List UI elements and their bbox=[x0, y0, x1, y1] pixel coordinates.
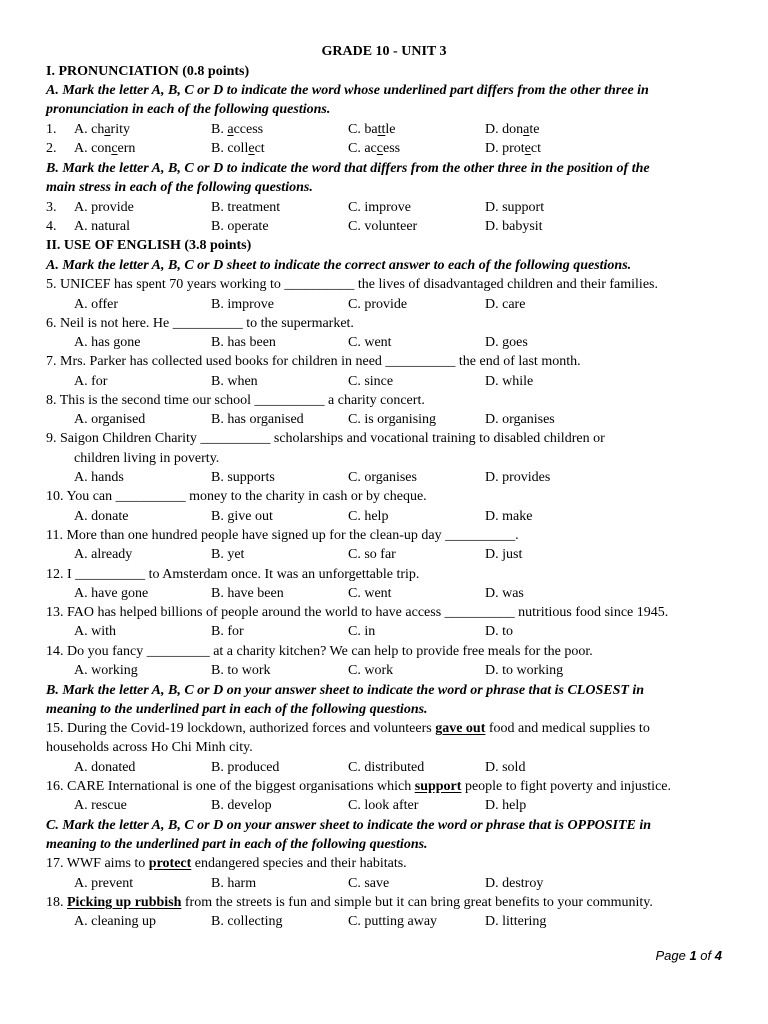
underlined-part: tt bbox=[377, 122, 386, 137]
instruction-line bbox=[0, 835, 768, 854]
question-stem: 17. WWF aims to protect endangered species and their habitats. bbox=[46, 856, 407, 871]
instruction-line bbox=[0, 256, 768, 275]
option-c: C. organises bbox=[348, 470, 417, 485]
option-d: D. to bbox=[485, 624, 513, 639]
option-d: D. littering bbox=[485, 914, 547, 929]
option-a: A. donate bbox=[74, 509, 129, 524]
question-2-options bbox=[0, 139, 768, 158]
option-c: C. improve bbox=[348, 200, 411, 215]
question-9-options bbox=[0, 468, 768, 487]
instruction-line bbox=[0, 816, 768, 835]
question-stem: 15. During the Covid-19 lockdown, authorized forces and volunteers gave out food and medical supplies to bbox=[46, 721, 650, 736]
option-c: C. went bbox=[348, 335, 392, 350]
option-a: A. already bbox=[74, 547, 133, 562]
option-b: B. produced bbox=[211, 760, 280, 775]
question-18-stem bbox=[0, 893, 768, 912]
option-c: C. save bbox=[348, 876, 390, 891]
question-stem: 11. More than one hundred people have signed up for the clean-up day __________. bbox=[46, 528, 519, 543]
question-16-stem bbox=[0, 777, 768, 796]
question-6-options bbox=[0, 333, 768, 352]
option-a: A. with bbox=[74, 624, 116, 639]
option-d: D. was bbox=[485, 586, 524, 601]
option-b: B. collecting bbox=[211, 914, 283, 929]
question-12-options bbox=[0, 584, 768, 603]
option-b: B. improve bbox=[211, 297, 274, 312]
section-heading: I. PRONUNCIATION (0.8 points) bbox=[46, 64, 250, 79]
question-number: 4. bbox=[46, 219, 57, 234]
instruction-line bbox=[0, 159, 768, 178]
underlined-phrase: Picking up rubbish bbox=[67, 895, 182, 910]
question-11-stem bbox=[0, 526, 768, 545]
question-stem: 16. CARE International is one of the biggest organisations which support people to fight poverty and injustice. bbox=[46, 779, 671, 794]
option-c: C. access bbox=[348, 141, 401, 156]
instruction-line bbox=[0, 81, 768, 100]
question-number: 3. bbox=[46, 200, 57, 215]
option-d: D. support bbox=[485, 200, 545, 215]
option-a: A. concern bbox=[74, 141, 136, 156]
option-c: C. battle bbox=[348, 122, 396, 137]
option-b: B. to work bbox=[211, 663, 271, 678]
question-11-options bbox=[0, 545, 768, 564]
option-b: B. has organised bbox=[211, 412, 304, 427]
question-16-options bbox=[0, 796, 768, 815]
option-a: A. working bbox=[74, 663, 138, 678]
question-4-options bbox=[0, 217, 768, 236]
option-b: B. collect bbox=[211, 141, 265, 156]
option-a: A. prevent bbox=[74, 876, 134, 891]
option-d: D. to working bbox=[485, 663, 564, 678]
question-14-options bbox=[0, 661, 768, 680]
option-b: B. operate bbox=[211, 219, 269, 234]
option-c: C. volunteer bbox=[348, 219, 418, 234]
instruction-line bbox=[0, 178, 768, 197]
underlined-part: c bbox=[376, 141, 383, 156]
option-a: A. rescue bbox=[74, 798, 127, 813]
option-c: C. went bbox=[348, 586, 392, 601]
option-d: D. donate bbox=[485, 122, 540, 137]
option-d: D. while bbox=[485, 374, 534, 389]
question-stem: 5. UNICEF has spent 70 years working to __________ the lives of disadvantaged children and their families. bbox=[46, 277, 658, 292]
underlined-phrase: support bbox=[414, 779, 462, 794]
option-a: A. hands bbox=[74, 470, 124, 485]
question-7-options bbox=[0, 372, 768, 391]
option-c: C. help bbox=[348, 509, 389, 524]
option-b: B. has been bbox=[211, 335, 276, 350]
page-total: 4 bbox=[714, 948, 722, 963]
option-b: B. yet bbox=[211, 547, 245, 562]
question-5-stem bbox=[0, 275, 768, 294]
question-stem: 8. This is the second time our school __________ a charity concert. bbox=[46, 393, 425, 408]
option-a: A. donated bbox=[74, 760, 136, 775]
option-d: D. protect bbox=[485, 141, 541, 156]
question-stem: 7. Mrs. Parker has collected used books for children in need __________ the end of last month. bbox=[46, 354, 581, 369]
question-18-options bbox=[0, 912, 768, 931]
instruction-text: A. Mark the letter A, B, C or D to indicate the word whose underlined part differs from the other three in bbox=[46, 83, 649, 98]
instruction-text: main stress in each of the following questions. bbox=[46, 180, 313, 195]
question-9-stem bbox=[0, 429, 768, 448]
instruction-text: meaning to the underlined part in each of the following questions. bbox=[46, 702, 428, 717]
underlined-phrase: protect bbox=[148, 856, 192, 871]
option-c: C. in bbox=[348, 624, 376, 639]
question-number: 1. bbox=[46, 122, 57, 137]
option-d: D. babysit bbox=[485, 219, 543, 234]
question-stem: children living in poverty. bbox=[74, 451, 220, 466]
option-a: A. charity bbox=[74, 122, 130, 137]
question-number: 2. bbox=[46, 141, 57, 156]
option-d: D. care bbox=[485, 297, 526, 312]
option-c: C. is organising bbox=[348, 412, 437, 427]
question-8-options bbox=[0, 410, 768, 429]
option-b: B. when bbox=[211, 374, 258, 389]
option-d: D. just bbox=[485, 547, 523, 562]
section-heading: II. USE OF ENGLISH (3.8 points) bbox=[46, 238, 252, 253]
option-b: B. for bbox=[211, 624, 244, 639]
instruction-text: C. Mark the letter A, B, C or D on your answer sheet to indicate the word or phrase that is OPPOSITE in bbox=[46, 818, 652, 833]
underlined-part: a bbox=[104, 122, 111, 137]
question-6-stem bbox=[0, 314, 768, 333]
instruction-line bbox=[0, 681, 768, 700]
instruction-text: meaning to the underlined part in each of the following questions. bbox=[46, 837, 428, 852]
option-d: D. destroy bbox=[485, 876, 544, 891]
page-title: GRADE 10 - UNIT 3 bbox=[321, 44, 447, 59]
option-c: C. distributed bbox=[348, 760, 425, 775]
option-a: A. provide bbox=[74, 200, 134, 215]
question-stem: 10. You can __________ money to the charity in cash or by cheque. bbox=[46, 489, 427, 504]
question-13-options bbox=[0, 622, 768, 641]
instruction-text: A. Mark the letter A, B, C or D sheet to indicate the correct answer to each of the following questions. bbox=[46, 258, 632, 273]
option-c: C. so far bbox=[348, 547, 396, 562]
title-line bbox=[0, 42, 768, 61]
question-17-options bbox=[0, 874, 768, 893]
option-d: D. make bbox=[485, 509, 533, 524]
underlined-part: c bbox=[111, 141, 118, 156]
question-15-stem bbox=[0, 719, 768, 738]
section-heading-line bbox=[0, 236, 768, 255]
question-12-stem bbox=[0, 565, 768, 584]
instruction-line bbox=[0, 700, 768, 719]
option-c: C. look after bbox=[348, 798, 419, 813]
question-15-options bbox=[0, 758, 768, 777]
question-stem: 13. FAO has helped billions of people around the world to have access __________ nutritious food since 1945. bbox=[46, 605, 669, 620]
option-b: B. have been bbox=[211, 586, 284, 601]
question-stem: 18. Picking up rubbish from the streets is fun and simple but it can bring great benefits to your community. bbox=[46, 895, 653, 910]
option-b: B. treatment bbox=[211, 200, 281, 215]
section-heading-line bbox=[0, 62, 768, 81]
question-5-options bbox=[0, 295, 768, 314]
question-3-options bbox=[0, 198, 768, 217]
option-d: D. provides bbox=[485, 470, 551, 485]
underlined-phrase: gave out bbox=[435, 721, 486, 736]
option-a: A. organised bbox=[74, 412, 146, 427]
option-c: C. work bbox=[348, 663, 394, 678]
underlined-part: e bbox=[524, 141, 531, 156]
option-d: D. goes bbox=[485, 335, 528, 350]
question-7-stem bbox=[0, 352, 768, 371]
option-d: D. help bbox=[485, 798, 527, 813]
instruction-text: B. Mark the letter A, B, C or D on your answer sheet to indicate the word or phrase that is CLOSEST in bbox=[46, 683, 645, 698]
question-stem: 6. Neil is not here. He __________ to the supermarket. bbox=[46, 316, 354, 331]
option-a: A. has gone bbox=[74, 335, 141, 350]
option-c: C. provide bbox=[348, 297, 408, 312]
underlined-part: e bbox=[248, 141, 255, 156]
question-13-stem bbox=[0, 603, 768, 622]
option-d: D. organises bbox=[485, 412, 555, 427]
option-a: A. for bbox=[74, 374, 108, 389]
option-b: B. access bbox=[211, 122, 264, 137]
question-stem: 14. Do you fancy _________ at a charity kitchen? We can help to provide free meals for the poor. bbox=[46, 644, 593, 659]
underlined-part: a bbox=[523, 122, 530, 137]
question-stem: 9. Saigon Children Charity __________ scholarships and vocational training to disabled children or bbox=[46, 431, 605, 446]
option-b: B. supports bbox=[211, 470, 275, 485]
question-9-stem-continued bbox=[0, 449, 768, 468]
question-17-stem bbox=[0, 854, 768, 873]
option-a: A. cleaning up bbox=[74, 914, 157, 929]
option-c: C. since bbox=[348, 374, 394, 389]
option-a: A. offer bbox=[74, 297, 119, 312]
question-1-options bbox=[0, 120, 768, 139]
page-footer: Page 1 of 4 bbox=[655, 948, 722, 963]
question-8-stem bbox=[0, 391, 768, 410]
option-b: B. harm bbox=[211, 876, 257, 891]
question-10-options bbox=[0, 507, 768, 526]
option-d: D. sold bbox=[485, 760, 526, 775]
instruction-text: pronunciation in each of the following questions. bbox=[46, 102, 331, 117]
option-a: A. natural bbox=[74, 219, 130, 234]
option-b: B. give out bbox=[211, 509, 273, 524]
question-14-stem bbox=[0, 642, 768, 661]
option-b: B. develop bbox=[211, 798, 272, 813]
question-stem: households across Ho Chi Minh city. bbox=[46, 740, 253, 755]
question-15-stem-continued bbox=[0, 738, 768, 757]
page-number: 1 bbox=[689, 948, 697, 963]
option-c: C. putting away bbox=[348, 914, 438, 929]
option-a: A. have gone bbox=[74, 586, 149, 601]
instruction-text: B. Mark the letter A, B, C or D to indicate the word that differs from the other three in the position of the bbox=[46, 161, 650, 176]
question-10-stem bbox=[0, 487, 768, 506]
underlined-part: a bbox=[227, 122, 234, 137]
instruction-line bbox=[0, 100, 768, 119]
question-stem: 12. I __________ to Amsterdam once. It was an unforgettable trip. bbox=[46, 567, 420, 582]
